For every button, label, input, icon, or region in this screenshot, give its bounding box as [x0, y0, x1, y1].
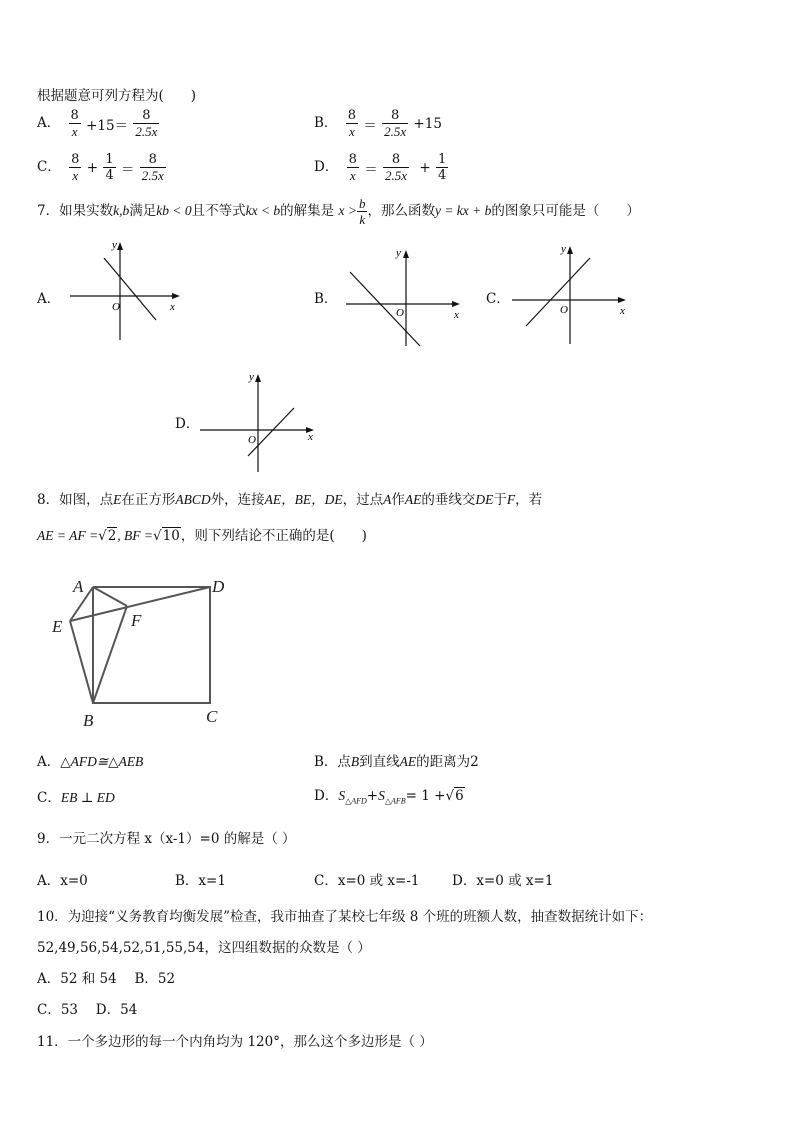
text: 8．如图，点: [37, 492, 114, 508]
math: DE: [475, 492, 494, 507]
q7-option-a-label: A．: [37, 291, 61, 307]
label-a: A: [73, 577, 84, 596]
option-label: A．: [37, 754, 61, 770]
graph-line: [526, 258, 590, 326]
y-arrow: [117, 242, 123, 250]
x-label: x: [308, 431, 313, 443]
fraction: [69, 108, 81, 139]
operator: +: [86, 159, 99, 176]
text: 满足: [129, 203, 157, 219]
text: 外，连接: [210, 492, 265, 508]
math: kx < b: [245, 203, 281, 218]
square-abcd: [93, 587, 210, 703]
denominator: x: [69, 167, 81, 183]
math: AE: [404, 492, 422, 507]
math: AE，BE，DE: [264, 492, 343, 507]
math: S: [338, 788, 346, 803]
text: 在正方形: [121, 492, 176, 508]
text: 作: [391, 492, 405, 508]
q7-stem: [37, 194, 640, 228]
x-label: x: [170, 301, 175, 313]
graph-line: [248, 408, 294, 456]
fraction: [346, 108, 358, 139]
denominator: 2.5x: [141, 168, 164, 183]
text: ，过点: [342, 492, 384, 508]
text: ，则下列结论不正确的是( ): [180, 528, 367, 544]
text: 的图象只可能是（ ）: [491, 203, 640, 219]
subscript: △AFB: [384, 796, 406, 806]
option-label: A．: [37, 115, 61, 131]
q7-option-d-label: D．: [175, 416, 200, 432]
y-label: y: [561, 243, 566, 255]
math: S: [378, 788, 385, 803]
math: F: [506, 492, 516, 507]
origin-label: O: [396, 307, 404, 319]
origin-label: O: [560, 304, 568, 316]
operator: +15: [413, 115, 442, 132]
operator: +: [366, 788, 379, 804]
x-arrow: [452, 301, 460, 307]
text: 点: [337, 754, 351, 770]
text: 的距离为: [416, 754, 471, 770]
q8-option-d: D．$S_{\triangle AFD}+S_{\triangle AFB}= 1 +√6$: [314, 788, 464, 806]
text: 的垂线交: [421, 492, 476, 508]
text: 7．如果实数: [37, 203, 114, 219]
denominator: x: [347, 167, 359, 183]
denominator: 4: [105, 168, 114, 183]
numerator: 8: [390, 108, 400, 123]
math: 2: [470, 754, 479, 770]
numerator: 1: [437, 152, 447, 167]
denominator: x: [69, 123, 81, 139]
operator: ＝: [364, 161, 378, 178]
y-label: y: [112, 239, 117, 251]
q8-option-a: [37, 750, 143, 770]
fraction: [347, 152, 359, 183]
q7-graph-a: [62, 236, 192, 346]
q8-option-b: [314, 750, 479, 770]
segment-af: [93, 587, 127, 606]
option-label: C．: [37, 159, 61, 175]
text: 且不等式: [191, 203, 246, 219]
q7-option-c-label: C．: [486, 291, 510, 307]
q7-option-b-label: B．: [314, 291, 338, 307]
option-label: D．: [314, 788, 339, 804]
radicand: 2: [107, 528, 117, 544]
label-c: C: [206, 707, 218, 726]
denominator: 4: [437, 168, 447, 183]
fraction: [382, 108, 408, 139]
numerator: 8: [347, 108, 356, 123]
fraction: [140, 152, 166, 183]
q6-option-b: [314, 108, 443, 139]
q8-figure: [44, 570, 244, 730]
graph-line: [350, 272, 420, 346]
y-arrow: [567, 246, 573, 254]
label-b: B: [83, 711, 94, 730]
q9-option-a: A．x=0: [37, 873, 88, 889]
math: x >: [338, 203, 357, 218]
math: E: [113, 492, 122, 507]
q9-stem: 9．一元二次方程 x（x-1）=0 的解是（ ）: [37, 831, 296, 847]
math: △AFD≅△AEB: [60, 754, 144, 769]
x-label: x: [620, 305, 625, 317]
subscript: △AFD: [345, 796, 367, 806]
text: 的解集是: [280, 203, 335, 219]
y-label: y: [396, 247, 401, 259]
q7-graph-c: [508, 238, 638, 348]
q8-stem-line1: [37, 488, 542, 508]
x-label: x: [454, 309, 459, 321]
math: kb < 0: [156, 203, 192, 218]
operator: +: [419, 159, 431, 176]
math: y = kx + b: [434, 203, 492, 218]
fraction: [103, 152, 115, 183]
text: ，那么函数: [367, 203, 435, 219]
math: B: [350, 754, 360, 769]
numerator: 8: [70, 108, 79, 123]
numerator: 8: [391, 152, 401, 167]
numerator: 8: [148, 152, 157, 167]
q7-graph-d: [196, 368, 326, 478]
q9-option-b: B．x=1: [175, 873, 226, 889]
q9-option-c: C．x=0 或 x=-1: [314, 873, 420, 889]
option-label: B．: [314, 115, 338, 131]
numerator: 1: [105, 152, 114, 167]
q6-option-c: [37, 152, 166, 183]
numerator: 8: [348, 152, 357, 167]
fraction: [436, 152, 448, 183]
q11-stem: 11．一个多边形的每一个内角均为 120°，那么这个多边形是（ ）: [37, 1034, 433, 1050]
q10-options-cd: C．53 D．54: [37, 1002, 138, 1018]
operator: = 1 +: [405, 788, 446, 804]
y-arrow: [255, 374, 261, 382]
label-f: F: [131, 611, 142, 630]
denominator: x: [346, 123, 358, 139]
y-label: y: [249, 371, 254, 383]
q6-option-a: [37, 108, 159, 139]
segment-eb: [70, 621, 93, 703]
math: ABCD: [175, 492, 211, 507]
intro-line: 根据题意可列方程为( ): [37, 88, 197, 104]
option-label: B．: [314, 754, 338, 770]
numerator: b: [358, 196, 366, 211]
math: , BF =: [117, 528, 154, 543]
math: EB ⊥ ED: [60, 790, 115, 805]
y-arrow: [403, 250, 409, 258]
option-label: D．: [314, 159, 339, 175]
operator: ＝: [363, 117, 377, 134]
denominator: k: [357, 211, 368, 227]
q7-graph-b: [340, 242, 470, 352]
q6-option-d: [314, 152, 448, 183]
fraction: [357, 196, 368, 227]
x-arrow: [618, 297, 626, 303]
denominator: 2.5x: [385, 168, 408, 183]
math: AE = AF =: [37, 528, 99, 543]
operator: +15＝: [86, 117, 129, 134]
q10-stem-line1: 10．为迎接“义务教育均衡发展”检查，我市抽查了某校七年级 8 个班的班额人数，抽查数据统计如下：: [37, 909, 653, 925]
q10-options-ab: A．52 和 54 B．52: [37, 971, 176, 987]
fraction: [133, 108, 159, 139]
operator: ＝: [120, 161, 135, 178]
q8-stem-line2: AE = AF =√2, BF =√10，则下列结论不正确的是( ): [37, 528, 367, 544]
q9-option-d: D．x=0 或 x=1: [452, 873, 554, 889]
x-arrow: [172, 293, 180, 299]
text: 到直线: [359, 754, 400, 770]
text: 于: [493, 492, 507, 508]
numerator: 8: [142, 108, 151, 123]
origin-label: O: [112, 301, 120, 313]
fraction: [69, 152, 81, 183]
denominator: 2.5x: [135, 124, 158, 139]
fraction: [383, 152, 409, 183]
math: AE: [399, 754, 417, 769]
denominator: 2.5x: [384, 124, 407, 139]
option-label: C．: [37, 790, 61, 806]
q10-stem-line2: 52,49,56,54,52,51,55,54，这四组数据的众数是（ ）: [37, 940, 371, 956]
label-e: E: [52, 617, 63, 636]
math: k,b: [113, 203, 130, 218]
math: A: [383, 492, 392, 507]
origin-label: O: [248, 434, 256, 446]
label-d: D: [212, 577, 225, 596]
text: ，若: [515, 492, 543, 508]
numerator: 8: [71, 152, 80, 167]
segment-bf: [93, 606, 127, 703]
q8-option-c: [37, 786, 115, 806]
radicand: 10: [162, 528, 180, 544]
radicand: 6: [455, 788, 464, 804]
